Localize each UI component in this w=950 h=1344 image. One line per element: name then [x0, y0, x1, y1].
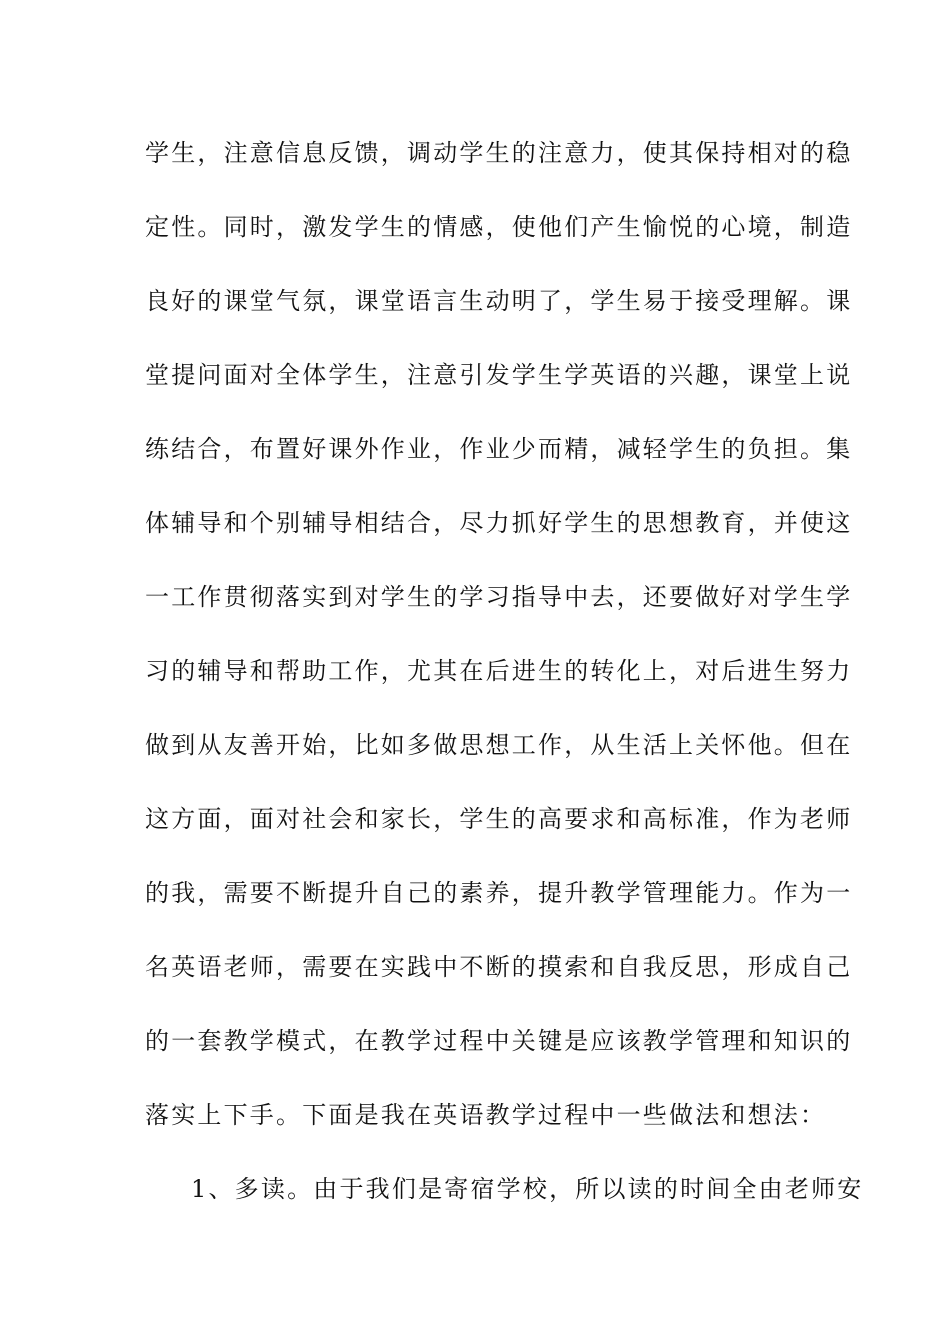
text-line-8: 习的辅导和帮助工作，尤其在后进生的转化上，对后进生努力	[145, 657, 853, 685]
text-line-14: 落实上下手。下面是我在英语教学过程中一些做法和想法：	[145, 1101, 827, 1129]
text-line-4: 堂提问面对全体学生，注意引发学生学英语的兴趣，课堂上说	[145, 361, 853, 389]
text-line-5: 练结合，布置好课外作业，作业少而精，减轻学生的负担。集	[145, 435, 853, 463]
text-line-6: 体辅导和个别辅导相结合，尽力抓好学生的思想教育，并使这	[145, 509, 853, 537]
text-line-11: 的我，需要不断提升自己的素养，提升教学管理能力。作为一	[145, 879, 853, 907]
text-line-10: 这方面，面对社会和家长，学生的高要求和高标准，作为老师	[145, 805, 853, 833]
list-item-1: 1、多读。由于我们是寄宿学校，所以读的时间全由老师安	[191, 1175, 864, 1203]
text-line-12: 名英语老师，需要在实践中不断的摸索和自我反思，形成自己	[145, 953, 853, 981]
text-line-13: 的一套教学模式，在教学过程中关键是应该教学管理和知识的	[145, 1027, 853, 1055]
text-line-3: 良好的课堂气氛，课堂语言生动明了，学生易于接受理解。课	[145, 287, 853, 315]
text-line-2: 定性。同时，激发学生的情感，使他们产生愉悦的心境，制造	[145, 213, 853, 241]
text-line-1: 学生，注意信息反馈，调动学生的注意力，使其保持相对的稳	[145, 139, 853, 167]
text-line-7: 一工作贯彻落实到对学生的学习指导中去，还要做好对学生学	[145, 583, 853, 611]
text-line-9: 做到从友善开始，比如多做思想工作，从生活上关怀他。但在	[145, 731, 853, 759]
